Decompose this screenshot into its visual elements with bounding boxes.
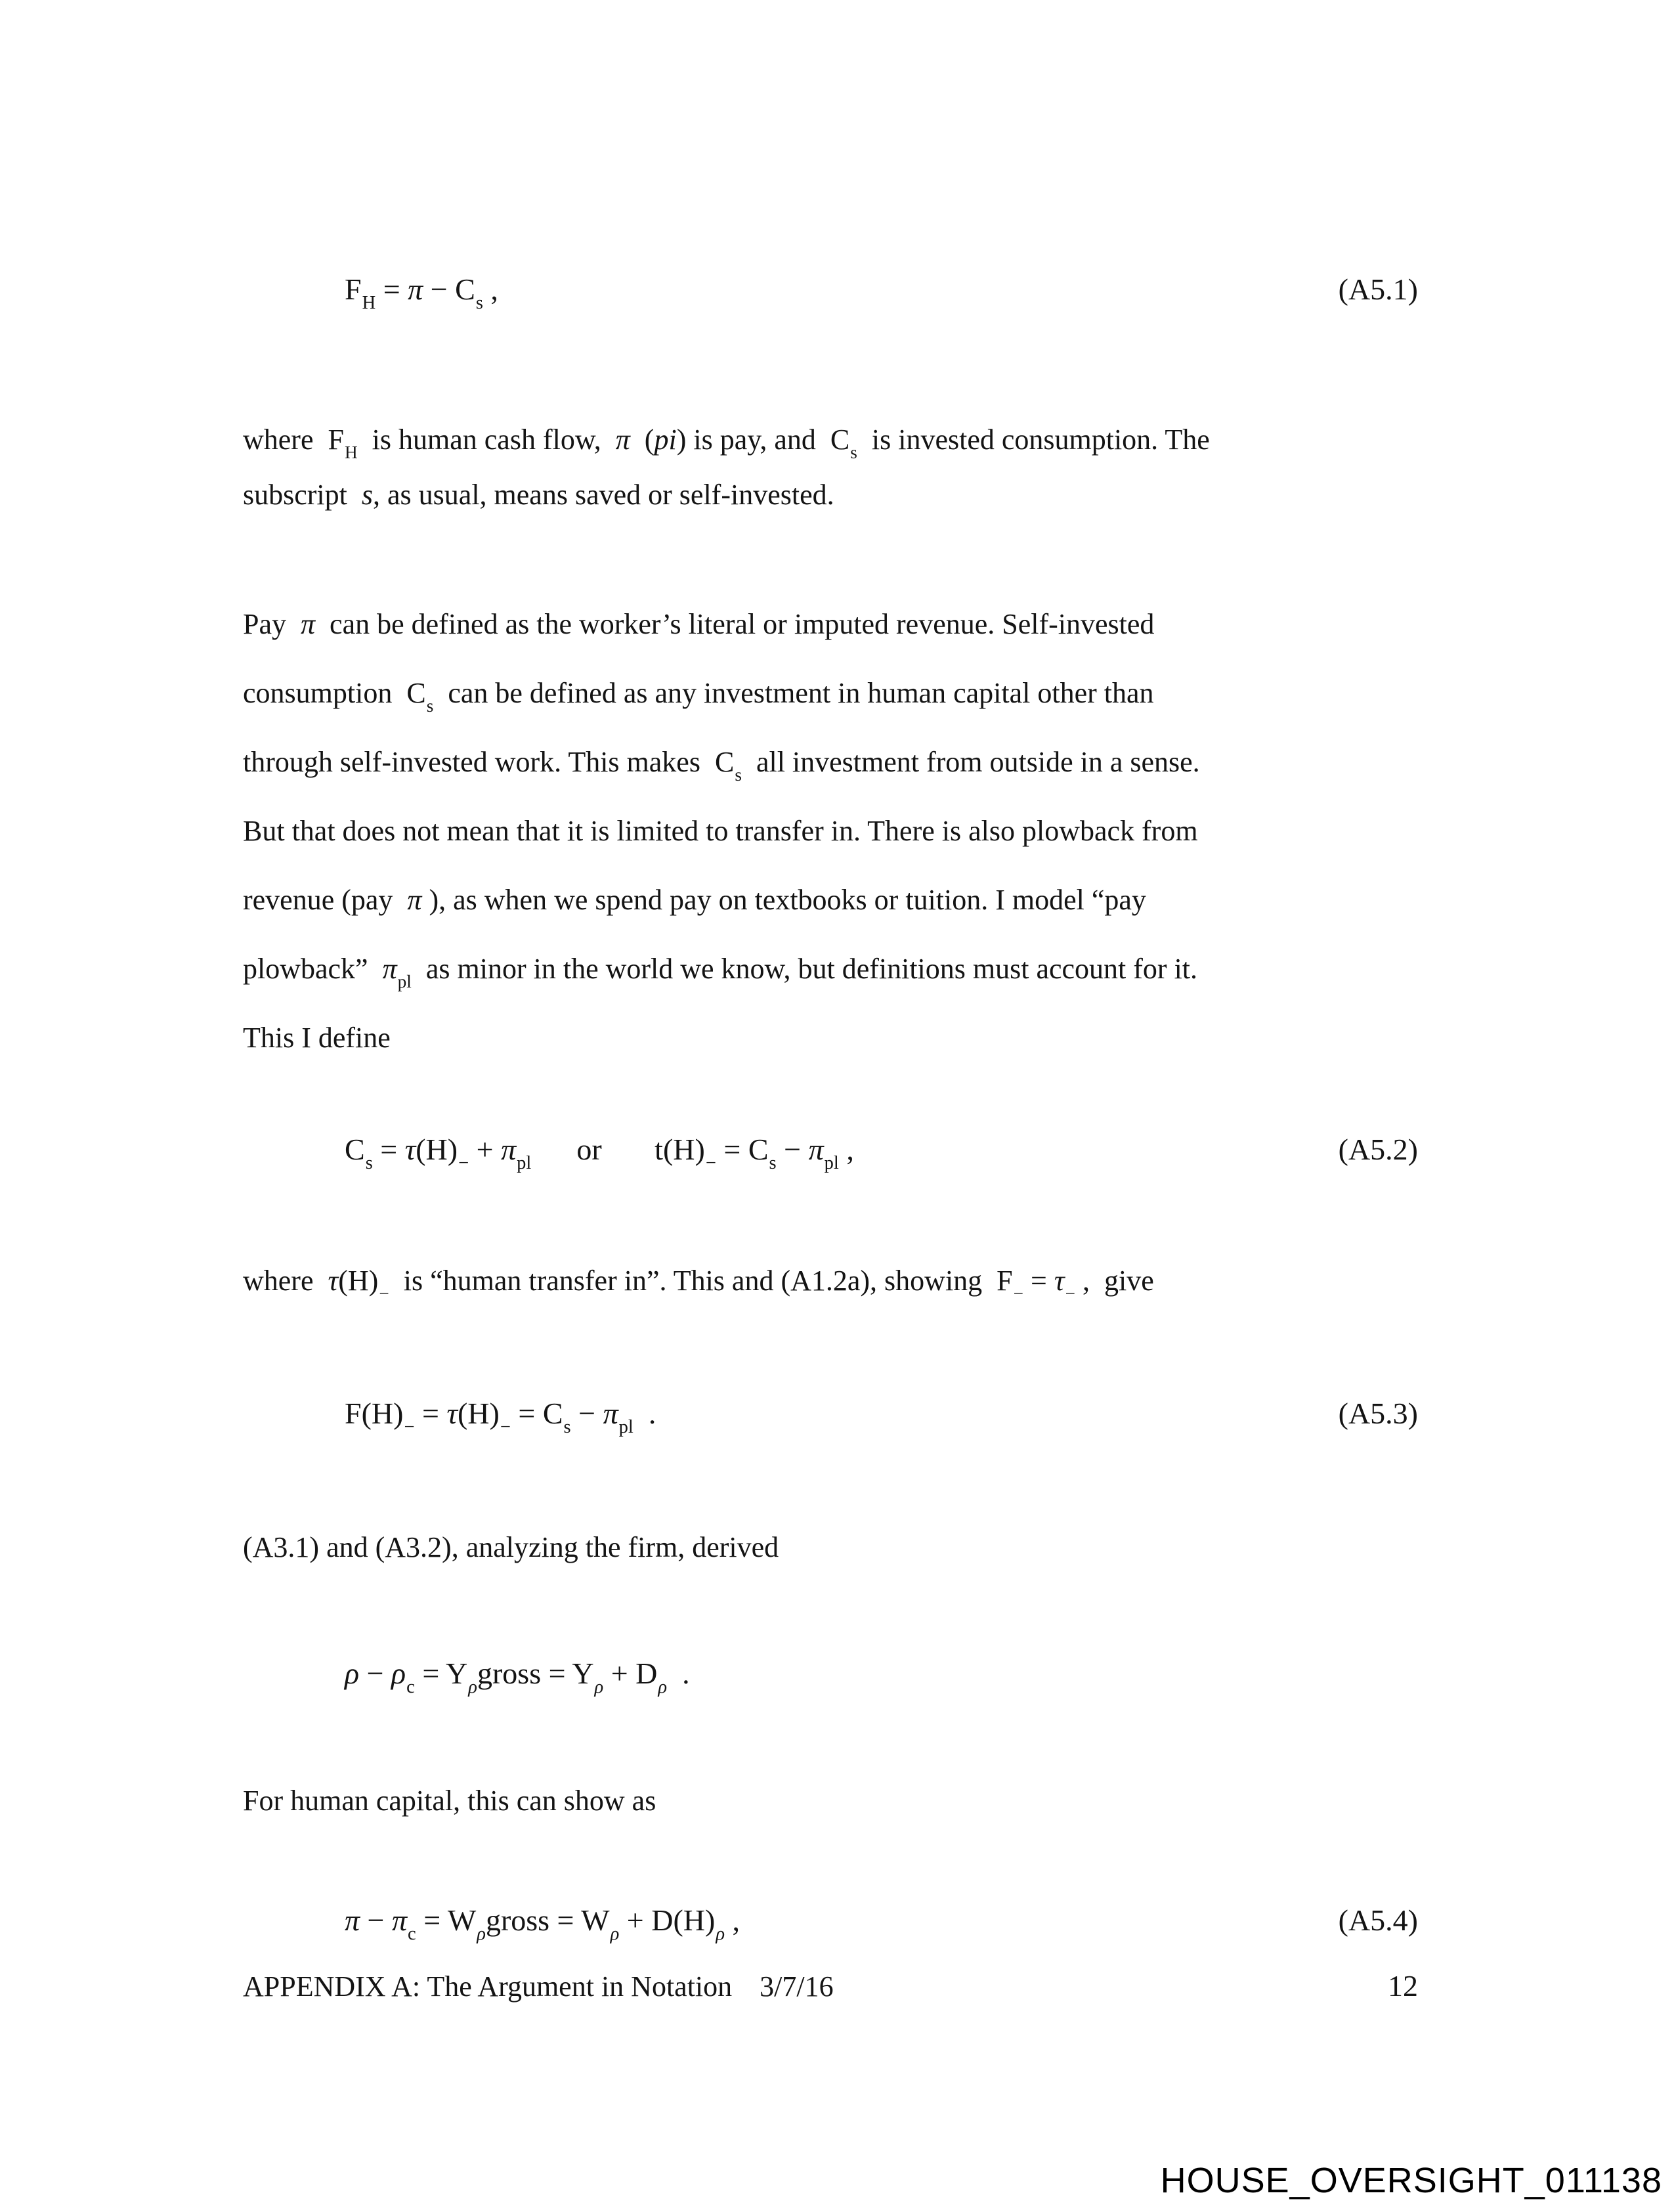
page-footer [243,1970,1418,2003]
equation-a5-4-body: $\pi - \pi_c$ = $W_\rho gross = W_\rho + D(H)_\rho$ , [345,1903,740,1945]
paragraph-human-capital-intro: For human capital, this can show as [243,1785,656,1817]
equation-a5-1 [243,269,1418,314]
equation-a5-2 [243,1129,1418,1174]
bates-stamp: HOUSE_OVERSIGHT_011138 [1160,2161,1662,2200]
paragraph-variable-definitions: where $F_H$ is human cash flow, π (pi) is pay, and $C_s$ is invested consumption. The subscript s, as usual, means saved or self-invested. [243,423,1210,511]
equation-rho-gross-body: $\rho - \rho_c$ = $Y_\rho gross = Y_\rho + D_\rho$ . [345,1657,690,1698]
equation-label-a5-1: (A5.1) [1338,272,1418,306]
equation-label-a5-2: (A5.2) [1338,1133,1418,1166]
equation-rho-gross [243,1653,1418,1698]
equation-a5-4 [243,1900,1418,1945]
page-number: 12 [1388,1969,1418,2003]
footer-date: 3/7/16 [760,1970,834,2003]
paragraph-human-transfer-in: where $\tau(H)_-$ is “human transfer in”. This and (A1.2a), showing $F_- = \tau_-$ , give [243,1265,1154,1303]
equation-label-a5-4: (A5.4) [1338,1903,1418,1937]
equation-a5-2-body: $C_s = \tau(H)_- + \pi_{pl}$ or $t(H)_- = C_s - \pi_{pl}$ , [345,1133,854,1174]
equation-a5-1-body: $F_H = \pi - C_s$ , [345,272,498,314]
equation-label-a5-3: (A5.3) [1338,1397,1418,1430]
paragraph-firm-analysis: (A3.1) and (A3.2), analyzing the firm, derived [243,1531,779,1563]
equation-a5-3 [243,1393,1418,1438]
paragraph-pay-plowback: Pay π can be defined as the worker’s literal or imputed revenue. Self-invested consumption $C_s$ can be defined as any investment in human capital other than through self-invested work. This makes $C_s$ all investment from outside in a sense. But that does not mean that it is limited to transfer in. There is also plowback from revenue (pay π ), as when we spend pay on textbooks or tuition. I model “pay plowback” $\pi_{pl}$ as minor in the world we know, but definitions must account for it. This I define [243,608,1200,1054]
equation-a5-3-body: $F(H)_- = \tau(H)_- = C_s - \pi_{pl}$ . [345,1397,656,1438]
footer-appendix-title: APPENDIX A: The Argument in Notation [243,1970,733,2003]
